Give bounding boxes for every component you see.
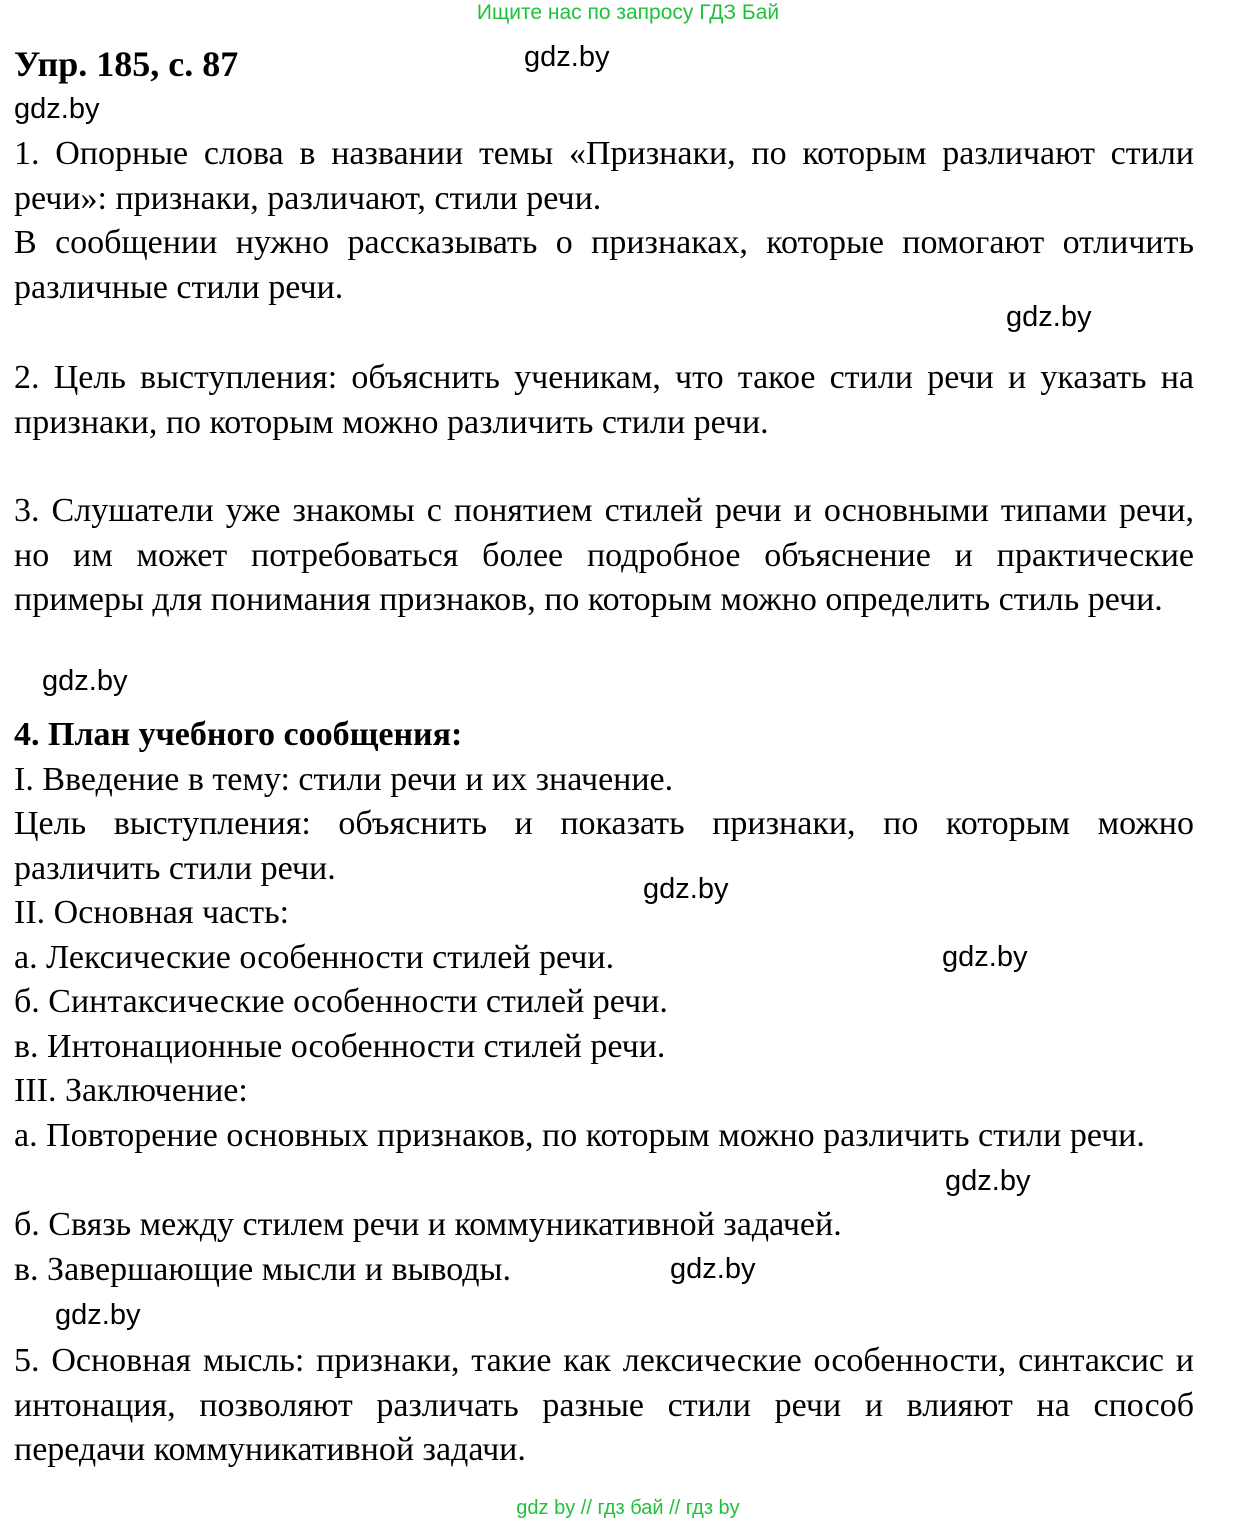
watermark: gdz.by — [42, 665, 128, 697]
paragraph-2-goal: 2. Цель выступления: объяснить ученикам, что такое стили речи и указать на признаки, по которым можно различить стили речи. — [14, 359, 1194, 441]
watermark: gdz.by — [1006, 301, 1092, 333]
paragraph-1-message: В сообщении нужно рассказывать о признаках, которые помогают отличить различные стили речи. — [14, 224, 1194, 306]
exercise-title: Упр. 185, с. 87 — [14, 44, 239, 84]
watermark: gdz.by — [14, 93, 100, 125]
watermark: gdz.by — [524, 41, 610, 73]
plan-goal: Цель выступления: объяснить и показать признаки, по которым можно различить стили речи. — [14, 805, 1194, 887]
paragraph-3-audience: 3. Слушатели уже знакомы с понятием стилей речи и основными типами речи, но им может потребоваться более подробное объяснение и практические примеры для понимания признаков, по которым можно определить стиль речи. — [14, 492, 1194, 618]
plan-intro: I. Введение в тему: стили речи и их значение. — [14, 761, 674, 798]
footer-links[interactable]: gdz by // гдз бай // гдз by — [516, 1497, 740, 1519]
plan-heading: 4. План учебного сообщения: — [14, 716, 463, 753]
plan-conclusion-item-c: в. Завершающие мысли и выводы. — [14, 1251, 511, 1288]
top-banner-link[interactable]: Ищите нас по запросу ГДЗ Бай — [476, 1, 780, 24]
plan-main-part: II. Основная часть: — [14, 894, 290, 931]
paragraph-1-keywords: 1. Опорные слова в названии темы «Признаки, по которым различают стили речи»: признаки, различают, стили речи. — [14, 135, 1194, 217]
plan-conclusion-item-a: а. Повторение основных признаков, по которым можно различить стили речи. — [14, 1117, 1145, 1154]
watermark: gdz.by — [945, 1165, 1031, 1197]
watermark: gdz.by — [643, 873, 729, 905]
plan-conclusion: III. Заключение: — [14, 1072, 248, 1109]
paragraph-5-main-idea: 5. Основная мысль: признаки, такие как лексические особенности, синтаксис и интонация, позволяют различать разные стили речи и влияют на способ передачи коммуникативной задачи. — [14, 1342, 1194, 1468]
plan-conclusion-item-b: б. Связь между стилем речи и коммуникативной задачей. — [14, 1206, 842, 1243]
watermark: gdz.by — [942, 941, 1028, 973]
plan-main-item-c: в. Интонационные особенности стилей речи. — [14, 1028, 666, 1065]
plan-main-item-a: а. Лексические особенности стилей речи. — [14, 939, 615, 976]
watermark: gdz.by — [670, 1253, 756, 1285]
watermark: gdz.by — [55, 1299, 141, 1331]
plan-main-item-b: б. Синтаксические особенности стилей речи. — [14, 983, 668, 1020]
